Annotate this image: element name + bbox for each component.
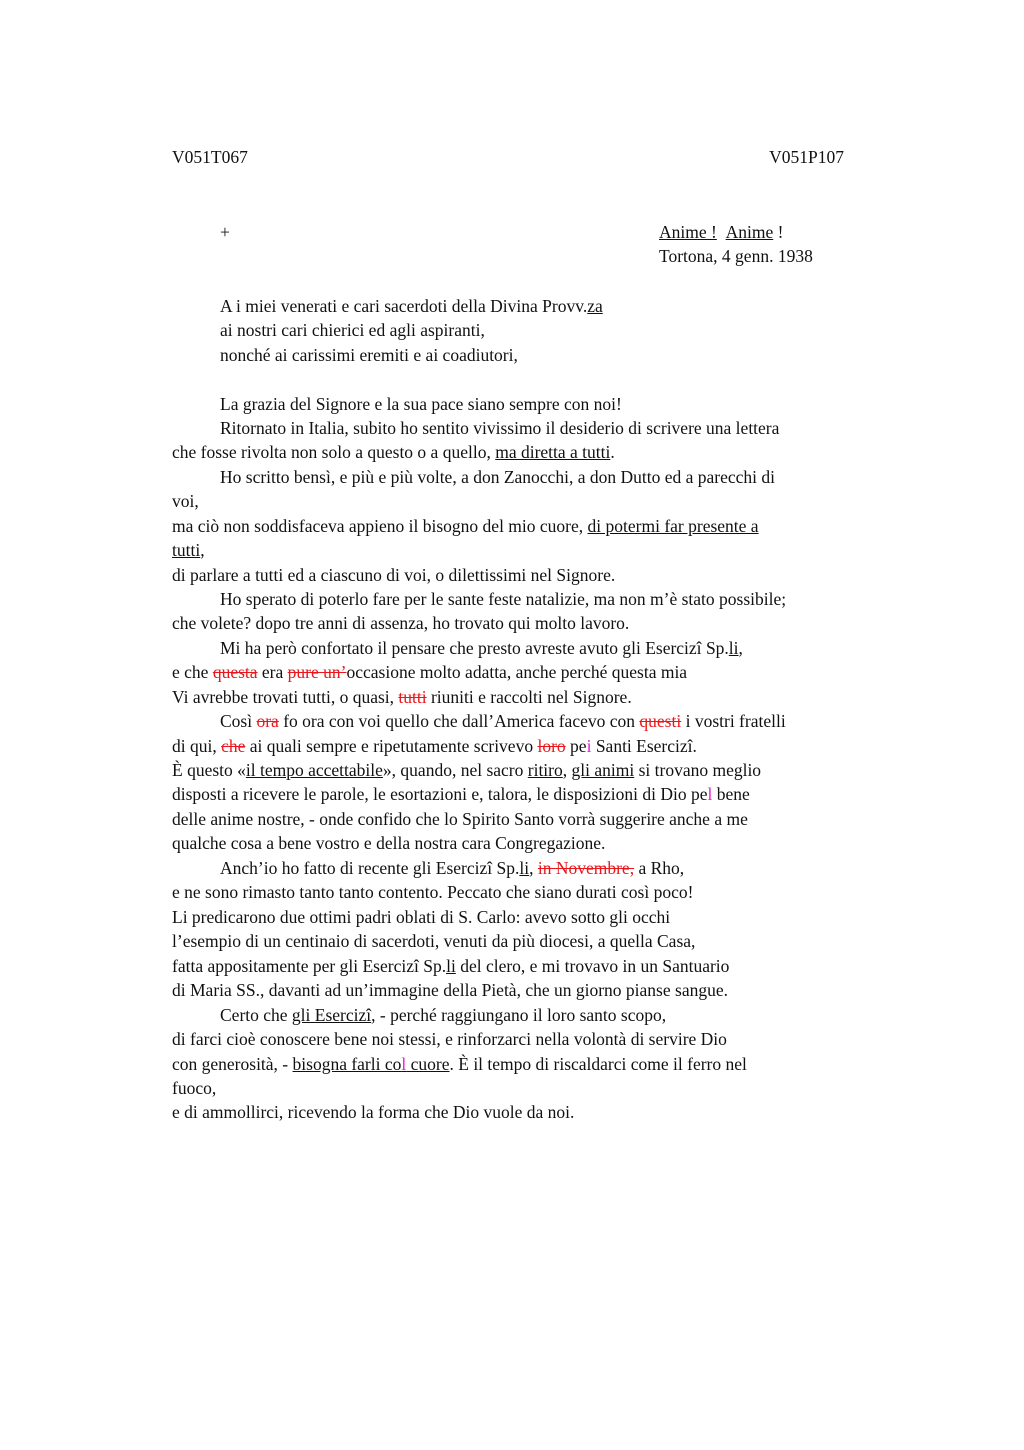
text-line: Li predicarono due ottimi padri oblati di S. Carlo: avevo sotto gli occhi bbox=[172, 907, 671, 927]
text-line: Anch’io ho fatto di recente gli Esercizi Sp.li, in Novembre, a Rho, bbox=[220, 858, 685, 878]
greeting-line: A i miei venerati e cari sacerdoti della Divina Provv.za bbox=[220, 296, 603, 316]
text-line: e ne sono rimasto tanto tanto contento. Peccato che siano durati così poco! bbox=[172, 882, 694, 902]
document-code-right: V051P107 bbox=[769, 147, 844, 167]
greeting-line: ai nostri cari chierici ed agli aspiranti, bbox=[220, 320, 485, 340]
document-code-left: V051T067 bbox=[172, 147, 248, 167]
text-line: con generosità, - bisogna farli col cuore. È il tempo di riscaldarci come il ferro nel bbox=[172, 1054, 747, 1074]
text-line: Mi ha però confortato il pensare che presto avreste avuto gli Esercizi Sp.li, bbox=[220, 638, 743, 658]
text-line: voi, bbox=[172, 491, 199, 511]
cross-mark: + bbox=[220, 222, 230, 242]
text-line: La grazia del Signore e la sua pace siano sempre con noi! bbox=[220, 394, 622, 414]
place-date: Tortona, 4 genn. 1938 bbox=[659, 246, 813, 266]
text-line: e di ammollirci, ricevendo la forma che Dio vuole da noi. bbox=[172, 1102, 575, 1122]
text-line: di parlare a tutti ed a ciascuno di voi, o dilettissimi nel Signore. bbox=[172, 565, 616, 585]
text-line: Così ora fo ora con voi quello che dall’America facevo con questi i vostri fratelli bbox=[220, 711, 786, 731]
text-line: fatta appositamente per gli Esercizi Sp.li del clero, e mi trovavo in un Santuario bbox=[172, 956, 730, 976]
motto bbox=[659, 222, 783, 243]
text-line: Ho scritto bensì, e più e più volte, a don Zanocchi, a don Dutto ed a parecchi di bbox=[220, 467, 775, 487]
text-line: e che questa era pure un’occasione molto adatta, anche perché questa mia bbox=[172, 662, 688, 682]
text-line: Ho sperato di poterlo fare per le sante feste natalizie, ma non m’è stato possibile; bbox=[220, 589, 787, 609]
text-line: Certo che gli Esercizi, - perché raggiungano il loro santo scopo, bbox=[220, 1005, 667, 1025]
text-line: di qui, che ai quali sempre e ripetutamente scrivevo loro pei Santi Esercizi. bbox=[172, 736, 697, 756]
text-line: ma ciò non soddisfaceva appieno il bisogno del mio cuore, di potermi far presente a bbox=[172, 516, 759, 536]
text-line: È questo «il tempo accettabile», quando, nel sacro ritiro, gli animi si trovano meglio bbox=[172, 760, 762, 780]
text-line: l’esempio di un centinaio di sacerdoti, venuti da più diocesi, a quella Casa, bbox=[172, 931, 696, 951]
text-line: di Maria SS., davanti ad un’immagine della Pietà, che un giorno pianse sangue. bbox=[172, 980, 728, 1000]
text-line: fuoco, bbox=[172, 1078, 217, 1098]
text-line: delle anime nostre, - onde confido che lo Spirito Santo vorrà suggerire anche a me bbox=[172, 809, 748, 829]
text-line: disposti a ricevere le parole, le esortazioni e, talora, le disposizioni di Dio pel bene bbox=[172, 784, 750, 804]
motto-part: Anime ! bbox=[659, 222, 717, 242]
motto-part: Anime bbox=[725, 222, 774, 242]
text-line: Ritornato in Italia, subito ho sentito vivissimo il desiderio di scrivere una lettera bbox=[220, 418, 780, 438]
text-line: che fosse rivolta non solo a questo o a quello, ma diretta a tutti. bbox=[172, 442, 615, 462]
motto-part: ! bbox=[773, 222, 784, 242]
text-line: di farci cioè conoscere bene noi stessi, e rinforzarci nella volontà di servire Dio bbox=[172, 1029, 727, 1049]
text-line: tutti, bbox=[172, 540, 205, 560]
greeting-line: nonché ai carissimi eremiti e ai coadiutori, bbox=[220, 345, 518, 365]
text-line: Vi avrebbe trovati tutti, o quasi, tutti riuniti e raccolti nel Signore. bbox=[172, 687, 632, 707]
text-line: qualche cosa a bene vostro e della nostra cara Congregazione. bbox=[172, 833, 606, 853]
text-line: che volete? dopo tre anni di assenza, ho trovato qui molto lavoro. bbox=[172, 613, 630, 633]
